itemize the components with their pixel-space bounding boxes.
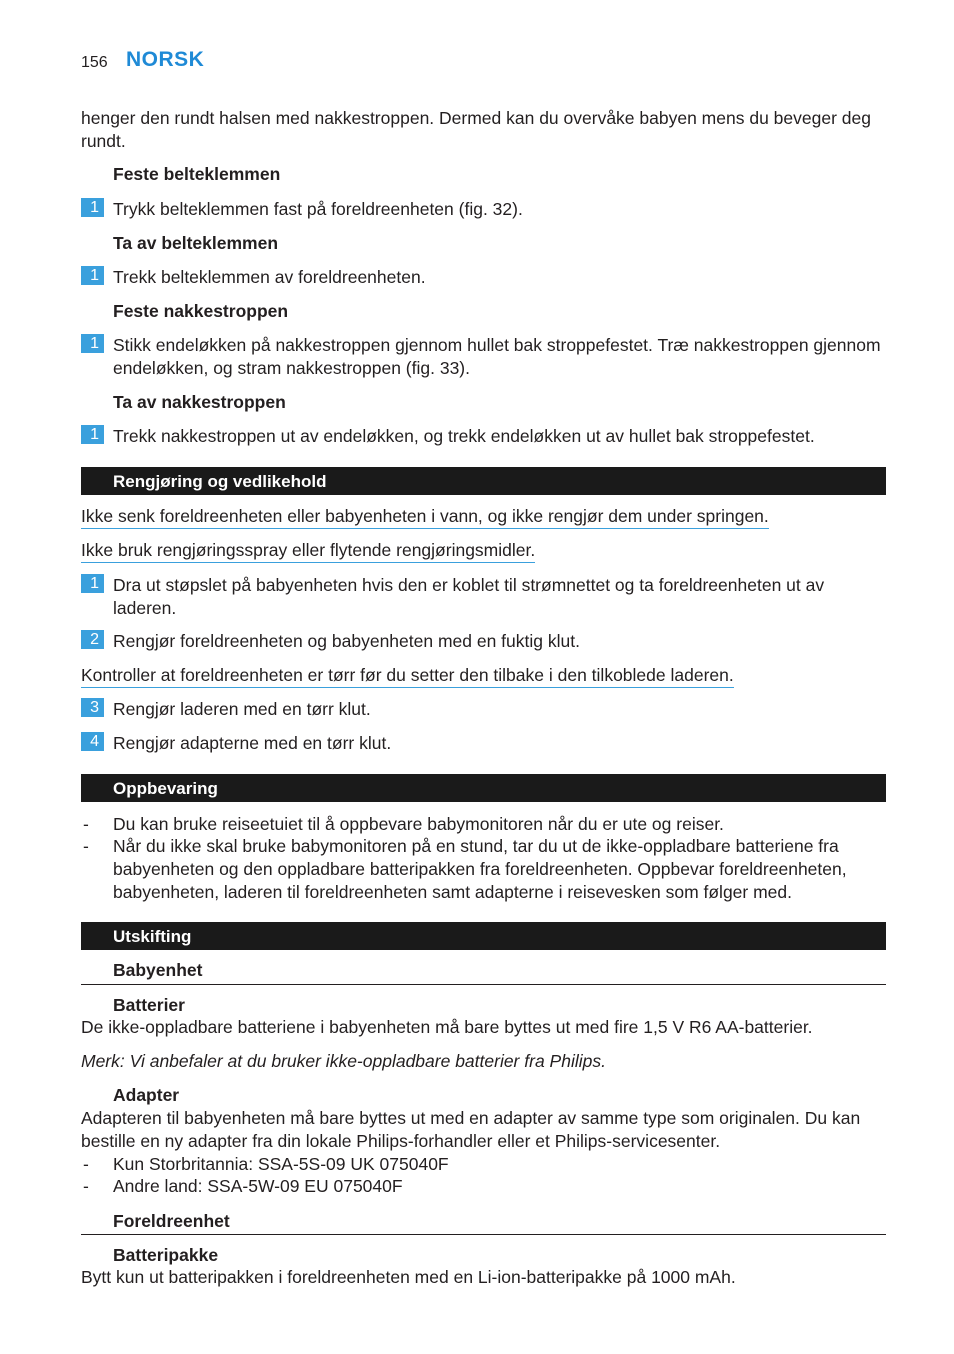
step-ta-av-nakkestroppen (81, 425, 886, 448)
adapter-paragraph: Adapteren til babyenheten må bare byttes ut med en adapter av samme type som originalen. Du kan bestille en ny adapter fra din lokale Philips-forhandler eller et Philips-servicesenter. (81, 1108, 861, 1151)
heading-ta-av-belteklemmen: Ta av belteklemmen (113, 233, 279, 253)
section-bar-replacement: Utskifting (81, 922, 886, 950)
step-text: Rengjør adapterne med en tørr klut. (113, 733, 392, 753)
heading-adapter: Adapter (113, 1085, 180, 1105)
step-feste-belteklemmen (81, 198, 886, 221)
step-text: Stikk endeløkken på nakkestroppen gjennom hullet bak stroppefestet. Træ nakkestroppen gjennom endeløkken, og stram nakkestroppen (fig. 33). (113, 335, 881, 378)
step-number-badge: 1 (81, 334, 104, 353)
step-feste-nakkestroppen (81, 334, 886, 380)
step-cleaning-2 (81, 630, 886, 653)
list-item (81, 1153, 886, 1176)
heading-feste-nakkestroppen: Feste nakkestroppen (113, 301, 289, 321)
list-item-text: Andre land: SSA-5W-09 EU 075040F (113, 1176, 403, 1196)
warning-no-water: Ikke senk foreldreenheten eller babyenheten i vann, og ikke rengjør dem under springen. (81, 505, 769, 529)
dash-bullet: - (83, 1154, 89, 1174)
page-number: 156 (81, 54, 108, 71)
section-bar-cleaning: Rengjøring og vedlikehold (81, 467, 886, 495)
step-text: Rengjør foreldreenheten og babyenheten med en fuktig klut. (113, 631, 580, 651)
heading-ta-av-nakkestroppen: Ta av nakkestroppen (113, 392, 286, 412)
heading-parent-unit: Foreldreenhet (113, 1211, 230, 1231)
step-number-badge: 1 (81, 198, 104, 217)
list-item-text: Kun Storbritannia: SSA-5S-09 UK 075040F (113, 1154, 449, 1174)
list-item-text: Du kan bruke reiseetuiet til å oppbevare babymonitoren når du er ute og reiser. (113, 814, 724, 834)
list-item-text: Når du ikke skal bruke babymonitoren på en stund, tar du ut de ikke-oppladbare batteriene fra babyenheten og den oppladbare batteripakken fra foreldreenheten. Oppbevar foreldreenheten, babyenheten, laderen til foreldreenheten samt adapterne i reisevesken som følger med. (113, 836, 847, 902)
heading-batteries: Batterier (113, 995, 185, 1015)
dash-bullet: - (83, 1176, 89, 1196)
step-cleaning-1 (81, 574, 886, 620)
divider (81, 984, 886, 985)
battery-pack-paragraph: Bytt kun ut batteripakken i foreldreenheten med en Li-ion-batteripakke på 1000 mAh. (81, 1267, 736, 1287)
step-number-badge: 1 (81, 266, 104, 285)
dash-bullet: - (83, 814, 89, 834)
step-number-badge: 4 (81, 732, 104, 751)
heading-baby-unit: Babyenhet (113, 960, 203, 980)
warning-dry-before-charging: Kontroller at foreldreenheten er tørr før du setter den tilbake i den tilkoblede laderen. (81, 664, 734, 688)
step-cleaning-3 (81, 698, 886, 721)
step-number-badge: 3 (81, 698, 104, 717)
intro-paragraph: henger den rundt halsen med nakkestroppen. Dermed kan du overvåke babyen mens du beveger deg rundt. (81, 108, 871, 151)
list-item (81, 1175, 886, 1198)
step-text: Trykk belteklemmen fast på foreldreenheten (fig. 32). (113, 199, 523, 219)
step-text: Dra ut støpslet på babyenheten hvis den er koblet til strømnettet og ta foreldreenheten ut av laderen. (113, 575, 825, 618)
step-text: Rengjør laderen med en tørr klut. (113, 699, 371, 719)
step-ta-av-belteklemmen (81, 266, 886, 289)
batteries-paragraph: De ikke-oppladbare batteriene i babyenheten må bare byttes ut med fire 1,5 V R6 AA-batterier. (81, 1017, 813, 1037)
step-text: Trekk belteklemmen av foreldreenheten. (113, 267, 426, 287)
step-text: Trekk nakkestroppen ut av endeløkken, og trekk endeløkken ut av hullet bak stroppefestet. (113, 426, 815, 446)
warning-no-spray: Ikke bruk rengjøringsspray eller flytende rengjøringsmidler. (81, 539, 535, 563)
section-bar-storage: Oppbevaring (81, 774, 886, 802)
heading-feste-belteklemmen: Feste belteklemmen (113, 164, 281, 184)
step-number-badge: 1 (81, 425, 104, 444)
step-number-badge: 1 (81, 574, 104, 593)
heading-battery-pack: Batteripakke (113, 1245, 219, 1265)
list-item (81, 835, 886, 904)
divider (81, 1234, 886, 1235)
note-philips-batteries: Merk: Vi anbefaler at du bruker ikke-oppladbare batterier fra Philips. (81, 1051, 606, 1071)
step-number-badge: 2 (81, 630, 104, 649)
step-cleaning-4 (81, 732, 886, 755)
language-label: NORSK (126, 48, 205, 71)
dash-bullet: - (83, 836, 89, 856)
list-item (81, 813, 886, 836)
